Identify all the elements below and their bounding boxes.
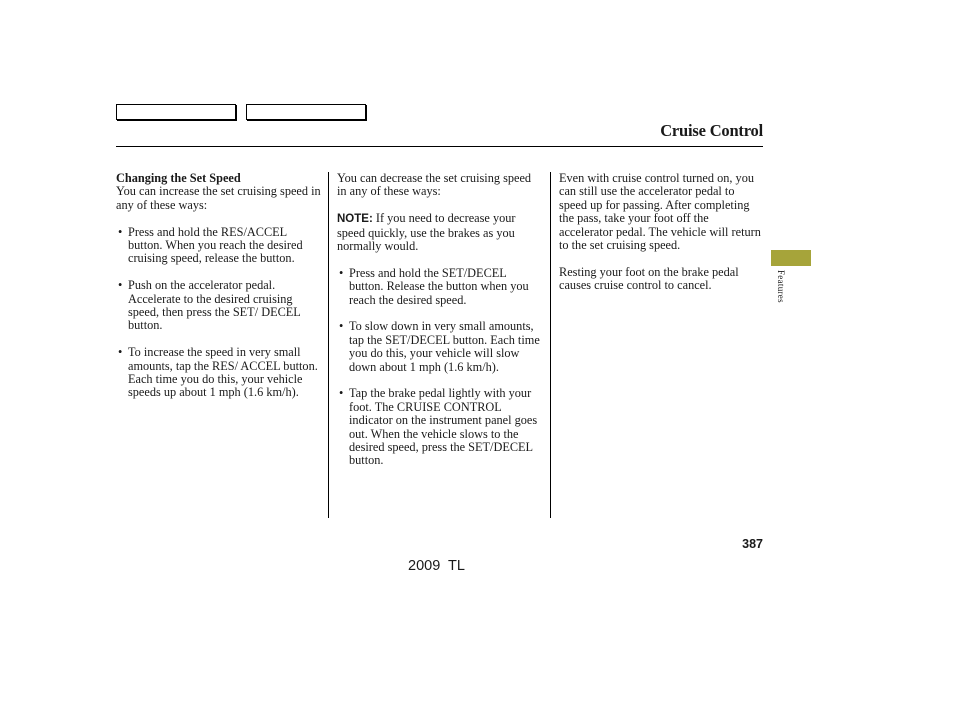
brake-cancel-paragraph: Resting your foot on the brake pedal causes cruise control to cancel. [559, 264, 739, 293]
list-item: • Push on the accelerator pedal. Accelerate to the desired cruising speed, then press the SET/ DECEL button. [116, 279, 322, 333]
passing-paragraph: Even with cruise control turned on, you can still use the accelerator pedal to speed up for passing. After completing the pass, take your foot off the accelerator pedal. The vehicle will return to the set cruising speed. [559, 171, 761, 253]
nav-tab-box-1[interactable] [116, 104, 236, 120]
note-label: NOTE: [337, 213, 373, 226]
section-tab-marker[interactable] [771, 250, 811, 266]
nav-tab-box-2[interactable] [246, 104, 366, 120]
text-column-1 [116, 172, 322, 413]
column-2-intro: You can decrease the set cruising speed in any of these ways: [337, 171, 532, 199]
column-divider-2 [550, 172, 551, 518]
increase-speed-list [116, 226, 322, 400]
list-item: • To slow down in very small amounts, tap the SET/DECEL button. Each time you do this, your vehicle will slow down about 1 mph (1.6 km/h). [337, 320, 542, 374]
section-tab-label: Features [776, 270, 786, 303]
page-number: 387 [742, 537, 763, 551]
note-paragraph [337, 212, 542, 253]
decrease-speed-list [337, 267, 542, 468]
column-1-intro: You can increase the set cruising speed in any of these ways: [116, 184, 321, 212]
header-rule [116, 146, 763, 147]
column-divider-1 [328, 172, 329, 518]
page-title: Cruise Control [660, 121, 763, 140]
list-item: • Tap the brake pedal lightly with your foot. The CRUISE CONTROL indicator on the instrument panel goes out. When the vehicle slows to the desired speed, press the SET/DECEL button. [337, 387, 542, 467]
list-item: • To increase the speed in very small amounts, tap the RES/ ACCEL button. Each time you do this, your vehicle speeds up about 1 mph (1.6 km/h). [116, 346, 322, 400]
note-text: If you need to decrease your speed quickly, use the brakes as you normally would. [337, 211, 516, 254]
footer-model-name: 2009 TL [408, 558, 465, 574]
section-subheading: Changing the Set Speed [116, 171, 241, 185]
list-item: • Press and hold the RES/ACCEL button. When you reach the desired cruising speed, release the button. [116, 226, 322, 266]
text-column-3 [559, 172, 764, 306]
text-column-2 [337, 172, 542, 481]
list-item: • Press and hold the SET/DECEL button. Release the button when you reach the desired speed. [337, 267, 542, 307]
